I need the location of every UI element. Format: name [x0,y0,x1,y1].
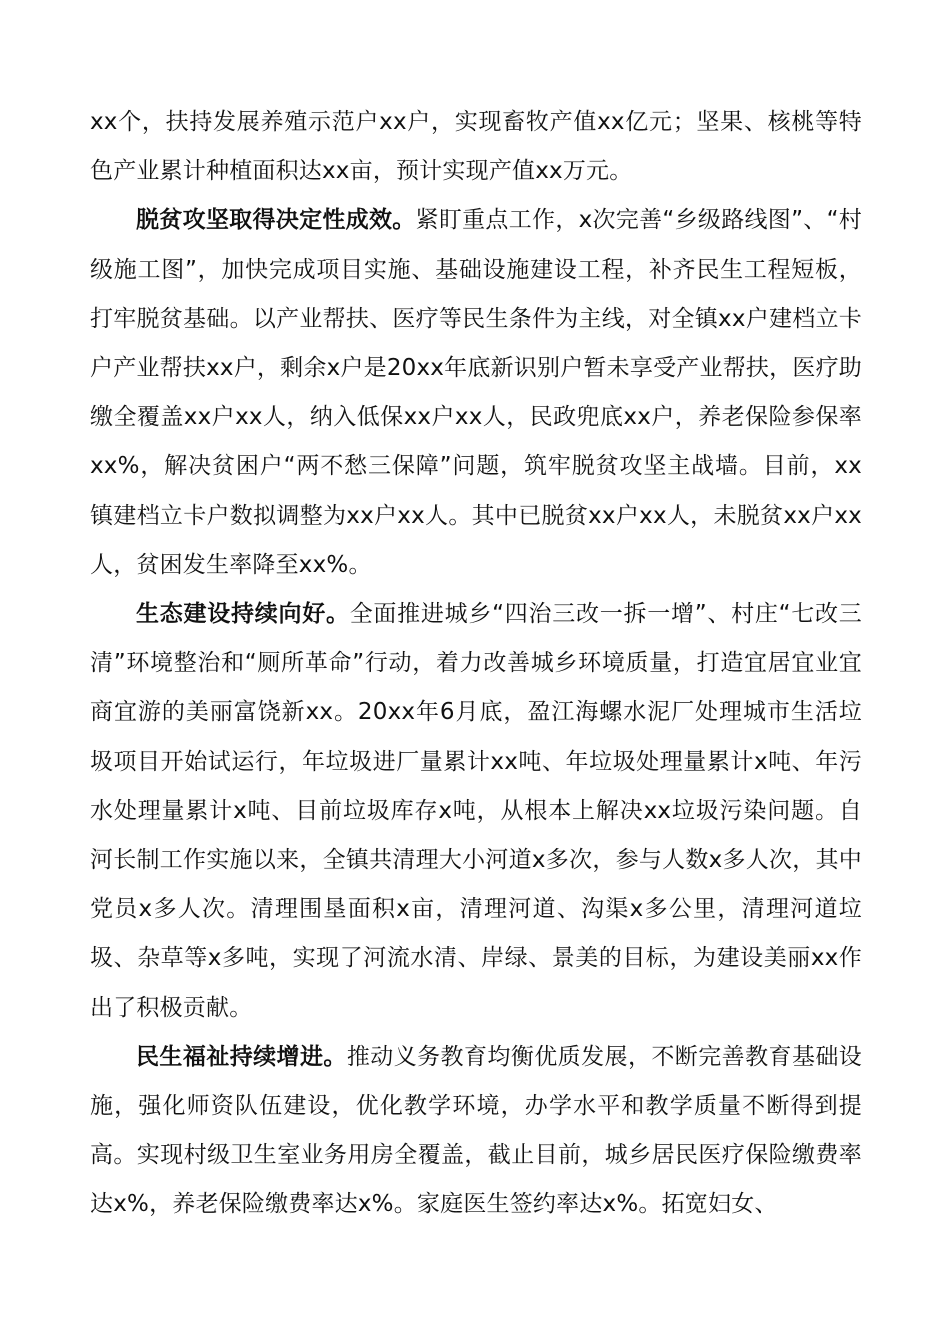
paragraph-livelihood [90,1033,862,1230]
paragraph-poverty-alleviation [90,196,862,590]
paragraph-lead: 生态建设持续向好。 [136,601,350,628]
paragraph-text: 推动义务教育均衡优质发展，不断完善教育基础设施，强化师资队伍建设，优化教学环境，办学水平和教学质量不断得到提高。实现村级卫生室业务用房全覆盖，截止目前，城乡居民医疗保险缴费率达x%，养老保险缴费率达x%。家庭医生签约率达x%。拓宽妇女、 [90,1043,862,1218]
paragraph-lead: 脱贫攻坚取得决定性成效。 [136,207,416,234]
paragraph-text: 紧盯重点工作，x次完善“乡级路线图”、“村级施工图”，加快完成项目实施、基础设施建设工程，补齐民生工程短板，打牢脱贫基础。以产业帮扶、医疗等民生条件为主线，对全镇xx户建档立卡户产业帮扶xx户，剩余x户是20xx年底新识别户暂未享受产业帮扶，医疗助缴全覆盖xx户xx人，纳入低保xx户xx人，民政兜底xx户，养老保险参保率xx%，解决贫困户“两不愁三保障”问题，筑牢脱贫攻坚主战墙。目前，xx镇建档立卡户数拟调整为xx户xx人。其中已脱贫xx户xx人，未脱贫xx户xx人，贫困发生率降至xx%。 [90,207,862,578]
document-body [90,98,862,1230]
paragraph-livestock [90,98,862,196]
paragraph-ecology [90,590,862,1033]
paragraph-lead: 民生福祉持续增进。 [136,1043,347,1070]
paragraph-text: xx个，扶持发展养殖示范户xx户，实现畜牧产值xx亿元；坚果、核桃等特色产业累计种植面积达xx亩，预计实现产值xx万元。 [90,109,862,185]
paragraph-text: 全面推进城乡“四治三改一拆一增”、村庄“七改三清”环境整治和“厕所革命”行动，着力改善城乡环境质量，打造宜居宜业宜商宜游的美丽富饶新xx。20xx年6月底，盈江海螺水泥厂处理城市生活垃圾项目开始试运行，年垃圾进厂量累计xx吨、年垃圾处理量累计x吨、年污水处理量累计x吨、目前垃圾库存x吨，从根本上解决xx垃圾污染问题。自河长制工作实施以来，全镇共清理大小河道x多次，参与人数x多人次，其中党员x多人次。清理围垦面积x亩，清理河道、沟渠x多公里，清理河道垃圾、杂草等x多吨，实现了河流水清、岸绿、景美的目标，为建设美丽xx作出了积极贡献。 [90,601,862,1021]
